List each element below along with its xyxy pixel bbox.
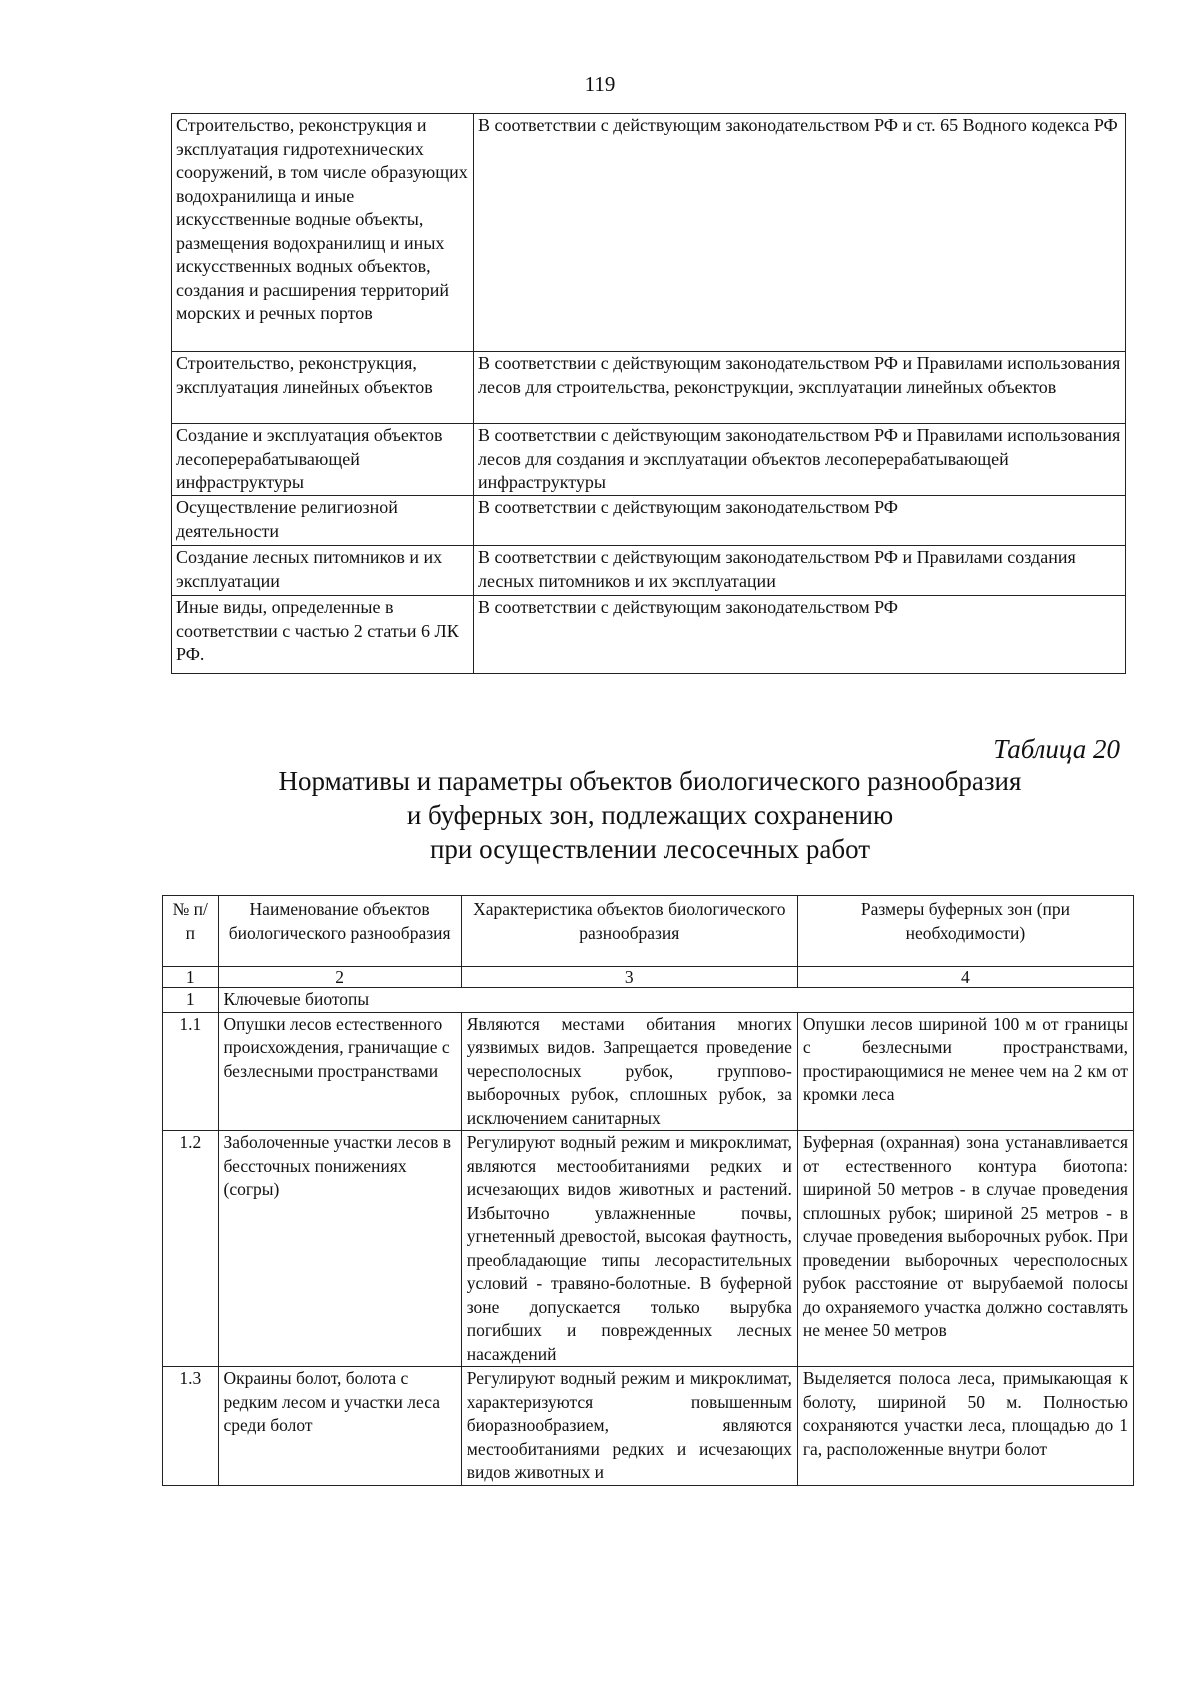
row-number: 1.1 (163, 1012, 219, 1131)
row-number: 1.3 (163, 1367, 219, 1486)
row-number: 1.2 (163, 1131, 219, 1367)
header-cell-characteristic: Характеристика объектов биологического разнообразия (461, 896, 797, 967)
characteristic-cell: Регулируют водный режим и микроклимат, характеризуются повышенным биоразнообразием, являются местообитаниями редких и исчезающих видов животных и (461, 1367, 797, 1486)
table-title-line: Нормативы и параметры объектов биологического разнообразия (278, 766, 1022, 796)
object-name-cell: Заболоченные участки лесов в бессточных понижениях (согры) (218, 1131, 461, 1367)
column-number: 1 (163, 967, 219, 988)
permitted-uses-table (171, 113, 1126, 674)
header-cell-buffer: Размеры буферных зон (при необходимости) (797, 896, 1133, 967)
table-row (172, 496, 1126, 546)
buffer-size-cell: Опушки лесов шириной 100 м от границы с безлесными пространствами, простирающимися не менее чем на 2 км от кромки леса (797, 1012, 1133, 1131)
table-title (170, 764, 1130, 866)
characteristic-cell: Регулируют водный режим и микроклимат, являются местообитаниями редких и исчезающих видов животных и растений. Избыточно увлажненные почвы, угнетенный древостой, высокая фаутность, преобладающие типы лесорастительных условий - травяно-болотные. В буферной зоне допускается только вырубка погибших и поврежденных лесных насаждений (461, 1131, 797, 1367)
basis-cell: В соответствии с действующим законодательством РФ и Правилами использования лесов для строительства, реконструкции, эксплуатации линейных объектов (474, 352, 1126, 424)
header-cell-no: № п/п (163, 896, 219, 967)
column-number-row (163, 967, 1134, 988)
table-row (163, 1012, 1134, 1131)
header-row (163, 896, 1134, 967)
header-cell-name: Наименование объектов биологического разнообразия (218, 896, 461, 967)
section-title: Ключевые биотопы (218, 988, 1134, 1013)
table-row (172, 114, 1126, 352)
section-row (163, 988, 1134, 1013)
table-row (172, 596, 1126, 674)
object-name-cell: Опушки лесов естественного происхождения, граничащие с безлесными пространствами (218, 1012, 461, 1131)
characteristic-cell: Являются местами обитания многих уязвимых видов. Запрещается проведение чересполосных рубок, группово-выборочных рубок, сплошных рубок, за исключением санитарных (461, 1012, 797, 1131)
buffer-size-cell: Выделяется полоса леса, примыкающая к болоту, шириной 50 м. Полностью сохраняются участки леса, площадью до 1 га, расположенные внутри болот (797, 1367, 1133, 1486)
table-row (163, 1131, 1134, 1367)
basis-cell: В соответствии с действующим законодательством РФ и ст. 65 Водного кодекса РФ (474, 114, 1126, 352)
activity-cell: Создание лесных питомников и их эксплуатации (172, 546, 474, 596)
activity-cell: Строительство, реконструкция и эксплуатация гидротехнических сооружений, в том числе образующих водохранилища и иные искусственные водные объекты, размещения водохранилищ и иных искусственных водных объектов, создания и расширения территорий морских и речных портов (172, 114, 474, 352)
basis-cell: В соответствии с действующим законодательством РФ (474, 596, 1126, 674)
table-row (172, 546, 1126, 596)
table-title-line: и буферных зон, подлежащих сохранению (406, 800, 894, 830)
table-caption: Таблица 20 (993, 734, 1120, 764)
activity-cell: Создание и эксплуатация объектов лесоперерабатывающей инфраструктуры (172, 424, 474, 496)
column-number: 4 (797, 967, 1133, 988)
column-number: 2 (218, 967, 461, 988)
basis-cell: В соответствии с действующим законодательством РФ и Правилами использования лесов для создания и эксплуатации объектов лесоперерабатывающей инфраструктуры (474, 424, 1126, 496)
buffer-size-cell: Буферная (охранная) зона устанавливается от естественного контура биотопа: шириной 50 метров - в случае проведения сплошных рубок; шириной 25 метров - в случае проведения выборочных рубок. При проведении выборочных чересполосных рубок расстояние от вырубаемой полосы до охраняемого участка должно составлять не менее 50 метров (797, 1131, 1133, 1367)
table-row (163, 1367, 1134, 1486)
activity-cell: Строительство, реконструкция, эксплуатация линейных объектов (172, 352, 474, 424)
table-row (172, 424, 1126, 496)
table-title-line: при осуществлении лесосечных работ (429, 834, 871, 864)
column-number: 3 (461, 967, 797, 988)
activity-cell: Осуществление религиозной деятельности (172, 496, 474, 546)
basis-cell: В соответствии с действующим законодательством РФ и Правилами создания лесных питомников и их эксплуатации (474, 546, 1126, 596)
basis-cell: В соответствии с действующим законодательством РФ (474, 496, 1126, 546)
biodiversity-table (162, 895, 1134, 1486)
table-row (172, 352, 1126, 424)
section-number: 1 (163, 988, 219, 1013)
object-name-cell: Окраины болот, болота с редким лесом и участки леса среди болот (218, 1367, 461, 1486)
activity-cell: Иные виды, определенные в соответствии с частью 2 статьи 6 ЛК РФ. (172, 596, 474, 674)
page-number: 119 (584, 72, 616, 96)
